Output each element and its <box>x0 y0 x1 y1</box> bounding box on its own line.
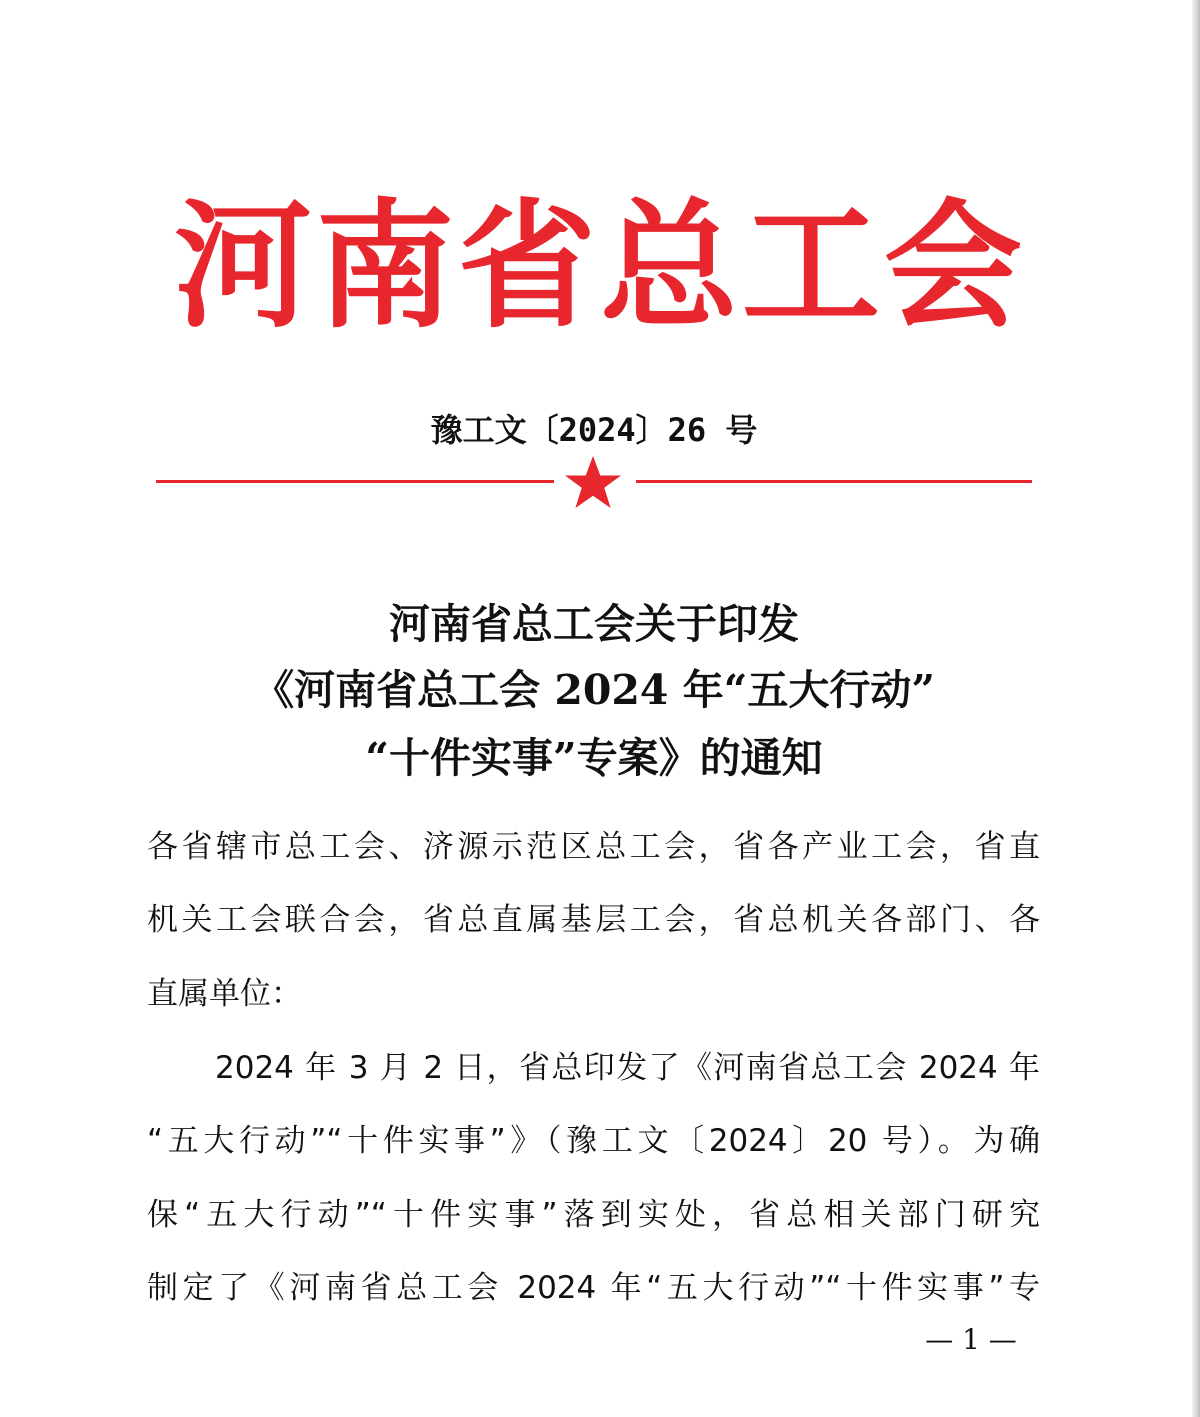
document-number: 豫工文〔2024〕26 号 <box>430 411 758 449</box>
document-title-line-2: 《河南省总工会 2024 年“五大行动” <box>253 666 935 714</box>
body-line-recipients-2: 机关工会联合会，省总直属基层工会，省总机关各部门、各 <box>147 902 1040 938</box>
document-title-line-3: “十件实事”专案》的通知 <box>365 734 823 782</box>
masthead-org-name: 河南省总工会 <box>173 184 1026 347</box>
body-line-paragraph-4: 制定了《河南省总工会 2024 年“五大行动”“十件实事”专 <box>147 1270 1040 1306</box>
body-line-paragraph-3: 保“五大行动”“十件实事”落到实处，省总相关部门研究 <box>147 1197 1040 1233</box>
body-line-recipients-1: 各省辖市总工会、济源示范区总工会，省各产业工会，省直 <box>147 829 1040 865</box>
body-line-paragraph-1: 2024 年 3 月 2 日，省总印发了《河南省总工会 2024 年 <box>215 1050 1040 1086</box>
page-number: — 1 — <box>925 1323 1017 1356</box>
star-icon <box>562 454 624 512</box>
body-line-recipients-3: 直属单位： <box>147 976 302 1012</box>
document-title-line-1: 河南省总工会关于印发 <box>389 600 799 648</box>
body-line-paragraph-2: “五大行动”“十件实事”》（豫工文〔2024〕20 号）。为确 <box>147 1123 1040 1159</box>
red-divider-left <box>156 480 554 483</box>
red-divider-right <box>636 480 1032 483</box>
